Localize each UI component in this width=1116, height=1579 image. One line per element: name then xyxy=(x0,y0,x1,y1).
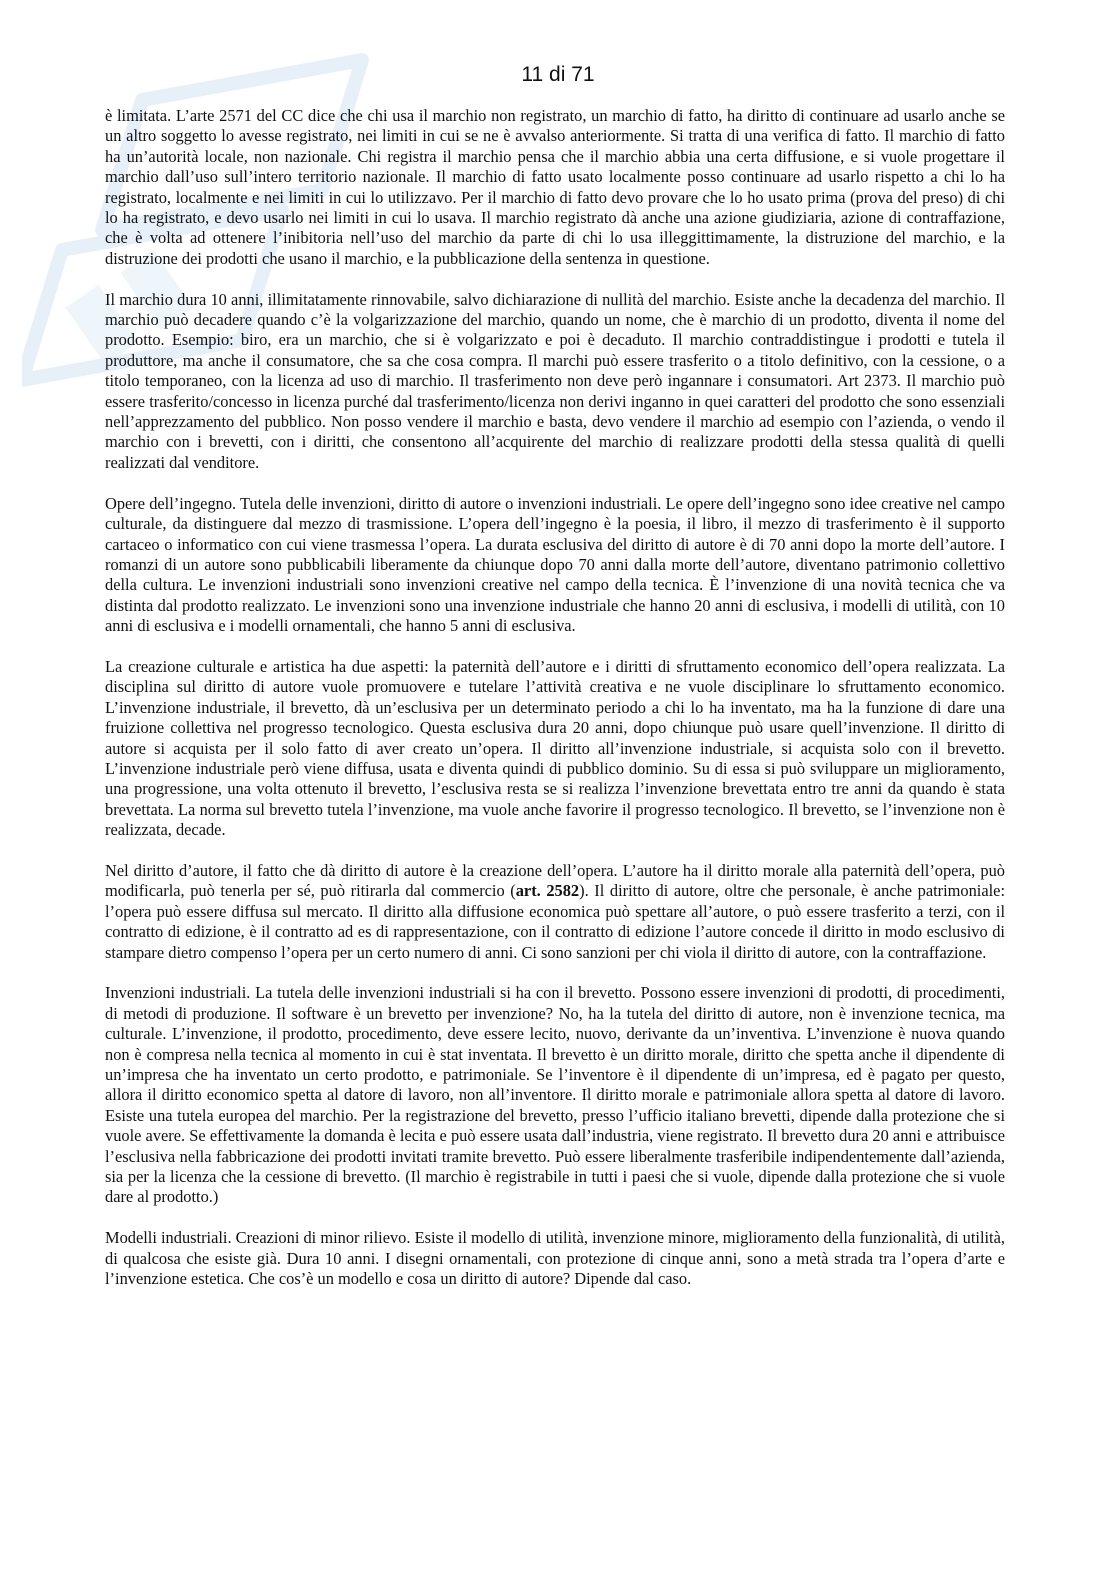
document-body xyxy=(105,106,1005,1289)
paragraph-durata-marchio: Il marchio dura 10 anni, illimitatamente rinnovabile, salvo dichiarazione di nullità del marchio. Esiste anche la decadenza del marchio. Il marchio può decadere quando c’è la volgarizzazione del marchio, quando un nome, che è marchio di un prodotto, diventa il nome del prodotto. Esempio: biro, era un marchio, che si è volgarizzato e poi è decaduto. Il marchio contraddistingue i prodotti e tutela il produttore, ma anche il consumatore, che sa che cosa compra. Il marchi può essere trasferito o a titolo definitivo, con la cessione, o a titolo temporaneo, con la licenza ad uso di marchio. Il trasferimento non deve però ingannare i consumatori. Art 2373. Il marchio può essere trasferito/concesso in licenza purché dal trasferimento/licenza non derivi inganno in quei caratteri del prodotto che sono essenziali nell’apprezzamento del pubblico. Non posso vendere il marchio e basta, devo vendere il marchio ad esempio con l’azienda, o vendo il marchio con i brevetti, con i diritti, che consentono all’acquirente del marchio di realizzare prodotti della stessa qualità di quelli realizzati dal venditore. xyxy=(105,289,1005,472)
paragraph-creazione-culturale: La creazione culturale e artistica ha due aspetti: la paternità dell’autore e i diritti di sfruttamento economico dell’opera realizzata. La disciplina sul diritto di autore vuole promuovere e tutelare l’attività creativa e ne vuole disciplinare lo sfruttamento economico. L’invenzione industriale, il brevetto, dà un’esclusiva per un determinato periodo a chi lo ha inventato, ma ha la funzione di dare una fruizione collettiva nel progresso tecnologico. Questa esclusiva dura 20 anni, dopo chiunque può usare quell’invenzione. Il diritto di autore si acquista per il solo fatto di aver creato un’opera. Il diritto all’invenzione industriale, si acquista solo con il brevetto. L’invenzione industriale però viene diffusa, usata e diventa quindi di pubblico dominio. Su di essa si può sviluppare un miglioramento, una progressione, una volta ottenuto il brevetto, l’esclusiva resta se si realizza l’invenzione brevettata entro tre anni da quando è stata brevettata. La norma sul brevetto tutela l’invenzione, ma vuole anche favorire il progresso tecnologico. Il brevetto, se l’invenzione non è realizzata, decade. xyxy=(105,656,1005,840)
paragraph-diritto-autore-text-after: ). Il diritto di autore, oltre che personale, è anche patrimoniale: l’opera può essere diffusa sul mercato. Il diritto alla diffusione economica può spettare all’autore, o può essere trasferito a terzi, con il contratto di edizione, è il contratto ad es di rappresentazione, con il contratto di edizione l’autore concede il diritto in modo esclusivo di stampare dietro compenso l’opera per un certo numero di anni. Ci sono sanzioni per chi viola il diritto di autore, con la contraffazione. xyxy=(105,881,1006,962)
paragraph-modelli-industriali: Modelli industriali. Creazioni di minor rilievo. Esiste il modello di utilità, invenzione minore, miglioramento della funzionalità, di utilità, di qualcosa che esiste già. Dura 10 anni. I disegni ornamentali, con protezione di cinque anni, sono a metà strada tra l’opera d’arte e l’invenzione estetica. Che cos’è un modello e cosa un diritto di autore? Dipende dal caso. xyxy=(105,1228,1005,1289)
page-number: 11 di 71 xyxy=(521,63,595,86)
paragraph-diritto-autore xyxy=(105,861,1005,963)
paragraph-opere-ingegno: Opere dell’ingegno. Tutela delle invenzioni, diritto di autore o invenzioni industriali. Le opere dell’ingegno sono idee creative nel campo culturale, da distinguere dal mezzo di trasmissione. L’opera dell’ingegno è la poesia, il libro, il mezzo di trasferimento è il supporto cartaceo o informatico con cui viene trasmessa l’opera. La durata esclusiva del diritto di autore è di 70 anni dopo la morte dell’autore. I romanzi di un autore sono pubblicabili liberamente da chiunque dopo 70 anni dalla morte dell’autore, diventano patrimonio collettivo della cultura. Le invenzioni industriali sono invenzioni creative nel campo della tecnica. È l’invenzione di una novità tecnica che va distinta dal prodotto realizzato. Le invenzioni sono una invenzione industriale che hanno 20 anni di esclusiva, i modelli di utilità, con 10 anni di esclusiva e i modelli ornamentali, che hanno 5 anni di esclusiva. xyxy=(105,493,1005,636)
paragraph-marchio-di-fatto: è limitata. L’arte 2571 del CC dice che chi usa il marchio non registrato, un marchio di fatto, ha diritto di continuare ad usarlo anche se un altro soggetto lo avesse registrato, nei limiti in cui se ne è avvalso anteriormente. Si tratta di una verifica di fatto. Il marchio di fatto ha un’autorità locale, non nazionale. Chi registra il marchio pensa che il marchio abbia una certa diffusione, e si vuole progettare il marchio dall’uso sull’intero territorio nazionale. Il marchio di fatto usato localmente posso continuare ad usarlo rispetto a chi lo ha registrato, localmente e nei limiti in cui lo utilizzavo. Per il marchio di fatto devo provare che lo ho usato prima (prova del preso) di chi lo ha registrato, e devo usarlo nei limiti in cui lo usava. Il marchio registrato dà anche una azione giudiziaria, azione di contraffazione, che è volta ad ottenere l’inibitoria nell’uso del marchio da parte di chi lo usa illeggittimamente, la distruzione del marchio, e la distruzione dei prodotti che usano il marchio, e la pubblicazione della sentenza in questione. xyxy=(105,106,1005,268)
paragraph-invenzioni-industriali: Invenzioni industriali. La tutela delle invenzioni industriali si ha con il brevetto. Possono essere invenzioni di prodotti, di procedimenti, di metodi di produzione. Il software è un brevetto per invenzione? No, ha la tutela del diritto di autore, non è invenzione tecnica, ma culturale. L’invenzione, il prodotto, procedimento, deve essere lecito, nuovo, derivante da un’inventiva. L’invenzione è nuova quando non è compresa nella tecnica al momento in cui è stat inventata. Il brevetto è un diritto morale, diritto che spetta anche il dipendente di un’impresa che ha inventato un certo prodotto, e patrimoniale. Se l’inventore è il dipendente di un’impresa, ed è pagato per questo, allora il diritto economico spetta al datore di lavoro, non all’inventore. Il diritto morale e patrimoniale allora spetta al datore di lavoro. Esiste una tutela europea del marchio. Per la registrazione del brevetto, presso l’ufficio italiano brevetti, dipende dalla protezione che si vuole avere. Se effettivamente la domanda è lecita e può essere usata dall’industria, viene registrato. Il brevetto dura 20 anni e attribuisce l’esclusiva nella fabbricazione dei prodotti invitati tramite brevetto. Può essere liberalmente trasferibile indipendentemente dall’azienda, sia per la licenza che la cessione di brevetto. (Il marchio è registrabile in tutti i paesi che si vuole, dipende dalla protezione che si vuole dare al prodotto.) xyxy=(105,983,1005,1207)
article-reference: art. 2582 xyxy=(515,881,580,901)
paragraph-diritto-autore-text-before: Nel diritto d’autore, il fatto che dà diritto di autore è la creazione dell’opera. L’autore ha il diritto morale alla paternità dell’opera, può modificarla, può tenerla per sé, può ritirarla dal commercio ( xyxy=(105,860,1005,901)
